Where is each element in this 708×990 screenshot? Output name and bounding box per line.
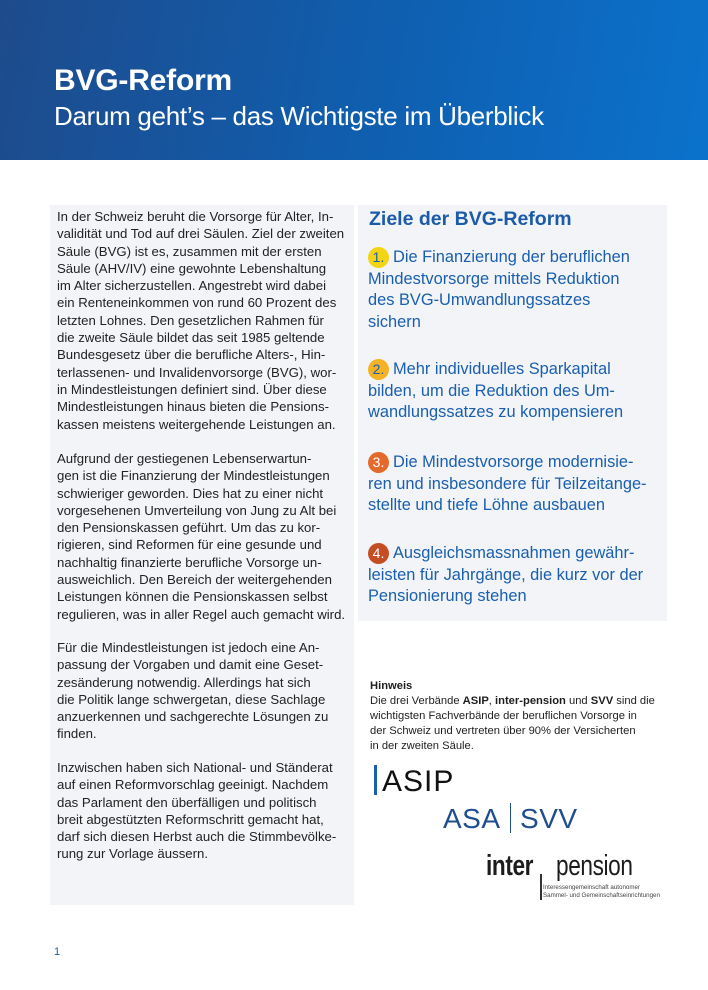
inter-pension-logo [486,846,676,902]
hint-box [370,679,670,754]
intro-paragraph-3: Für die Mindestleistungen ist jedoch eine An- passung der Vorgaben und damit eine Geset- zesänderung notwendig. Allerdings hat sich die Politik lange schwergetan, diese Sachlage anzuerkennen und sachgerechte Lösungen zu finden. [57,640,329,742]
asa-svv-logo: ASA SVV [443,803,578,834]
asip-logo: ASIP [374,764,454,800]
goal-number-badge: 2. [368,359,389,380]
inter-pension-logo-inter: inter [486,850,534,882]
goal-item-1: 1. Die Finanzierung der beruflichen Mindestvorsorge mittels Reduktion des BVG-Umwandlungssatzes sichern [368,248,630,331]
intro-paragraph-1: In der Schweiz beruht die Vorsorge für Alter, In- validität und Tod auf drei Säulen. Ziel der zweiten Säule (BVG) ist es, zusammen mit der ersten Säule (AHV/IV) eine gewohnte Lebenshaltung im Alter sicherzustellen. Angestrebt wird dabei ein Renteneinkommen von rund 60 Prozent des letzten Lohnes. Den gesetzlichen Rahmen für die zweite Säule bildet das seit 1985 geltende Bundesgesetz über die berufliche Alters-, Hin- terlassenen- und Invalidenvorsorge (BVG), wor- in Mindestleistungen definiert sind. Über diese Mindestleistungen hinaus bieten die Pensions- kassen meistens weitergehende Leistungen an. [57,209,345,432]
goal-item-4: 4. Ausgleichsmassnahmen gewähr- leisten für Jahrgänge, die kurz vor der Pensionierung stehen [368,544,644,605]
goal-item-2: 2. Mehr individuelles Sparkapital bilden, um die Reduktion des Um- wandlungssatzes zu kompensieren [368,360,624,421]
inter-pension-logo-pension: pension [556,850,633,882]
page-subtitle: Darum geht’s – das Wichtigste im Überblick [54,101,544,131]
intro-paragraph-2: Aufgrund der gestiegenen Lebenserwartun- gen ist die Finanzierung der Mindestleistungen schwieriger geworden. Dies hat zu einer nicht vorgesehenen Umverteilung von Jung zu Alt bei den Pensionskassen geführt. Um das zu kor- rigieren, sind Reformen für eine gesunde und nachhaltig finanzierte berufliche Vorsorge un- ausweichlich. Den Bereich der weitergehenden Leistungen können die Pensionskassen selbst regulieren, was in aller Regel auch gemacht wird. [57,451,346,622]
page-number: 1 [54,946,61,958]
inter-pension-tagline: Interessengemeinschaft autonomer Sammel- und Gemeinschaftseinrichtungen [543,884,660,899]
hint-text: Die drei Verbände ASIP, inter-pension und SVV sind die wichtigsten Fachverbände der beruflichen Vorsorge in der Schweiz und vertreten über 90% der Versicherten in der zweiten Säule. [370,695,655,752]
goals-title: Ziele der BVG-Reform [369,208,572,230]
goal-number-badge: 4. [368,543,389,564]
goal-number-badge: 1. [368,247,389,268]
goal-item-3: 3. Die Mindestvorsorge modernisie- ren und insbesondere für Teilzeitange- stellte und tiefe Löhne ausbauen [368,453,647,514]
header-banner [0,0,708,160]
inter-pension-logo-line [540,874,542,900]
intro-paragraph-4: Inzwischen haben sich National- und Ständerat auf einen Reformvorschlag geeinigt. Nachdem das Parlament den überfälligen und politisch breit abgestützten Reformschritt gemacht hat, darf sich diesen Herbst auch die Stimmbevölke- rung zur Vorlage äussern. [57,760,337,862]
goals-panel [358,205,667,621]
intro-text-panel [50,205,354,905]
asip-bar-mark [374,765,377,795]
goal-number-badge: 3. [368,452,389,473]
page-title: BVG-Reform [54,64,233,97]
hint-title: Hinweis [370,680,413,692]
